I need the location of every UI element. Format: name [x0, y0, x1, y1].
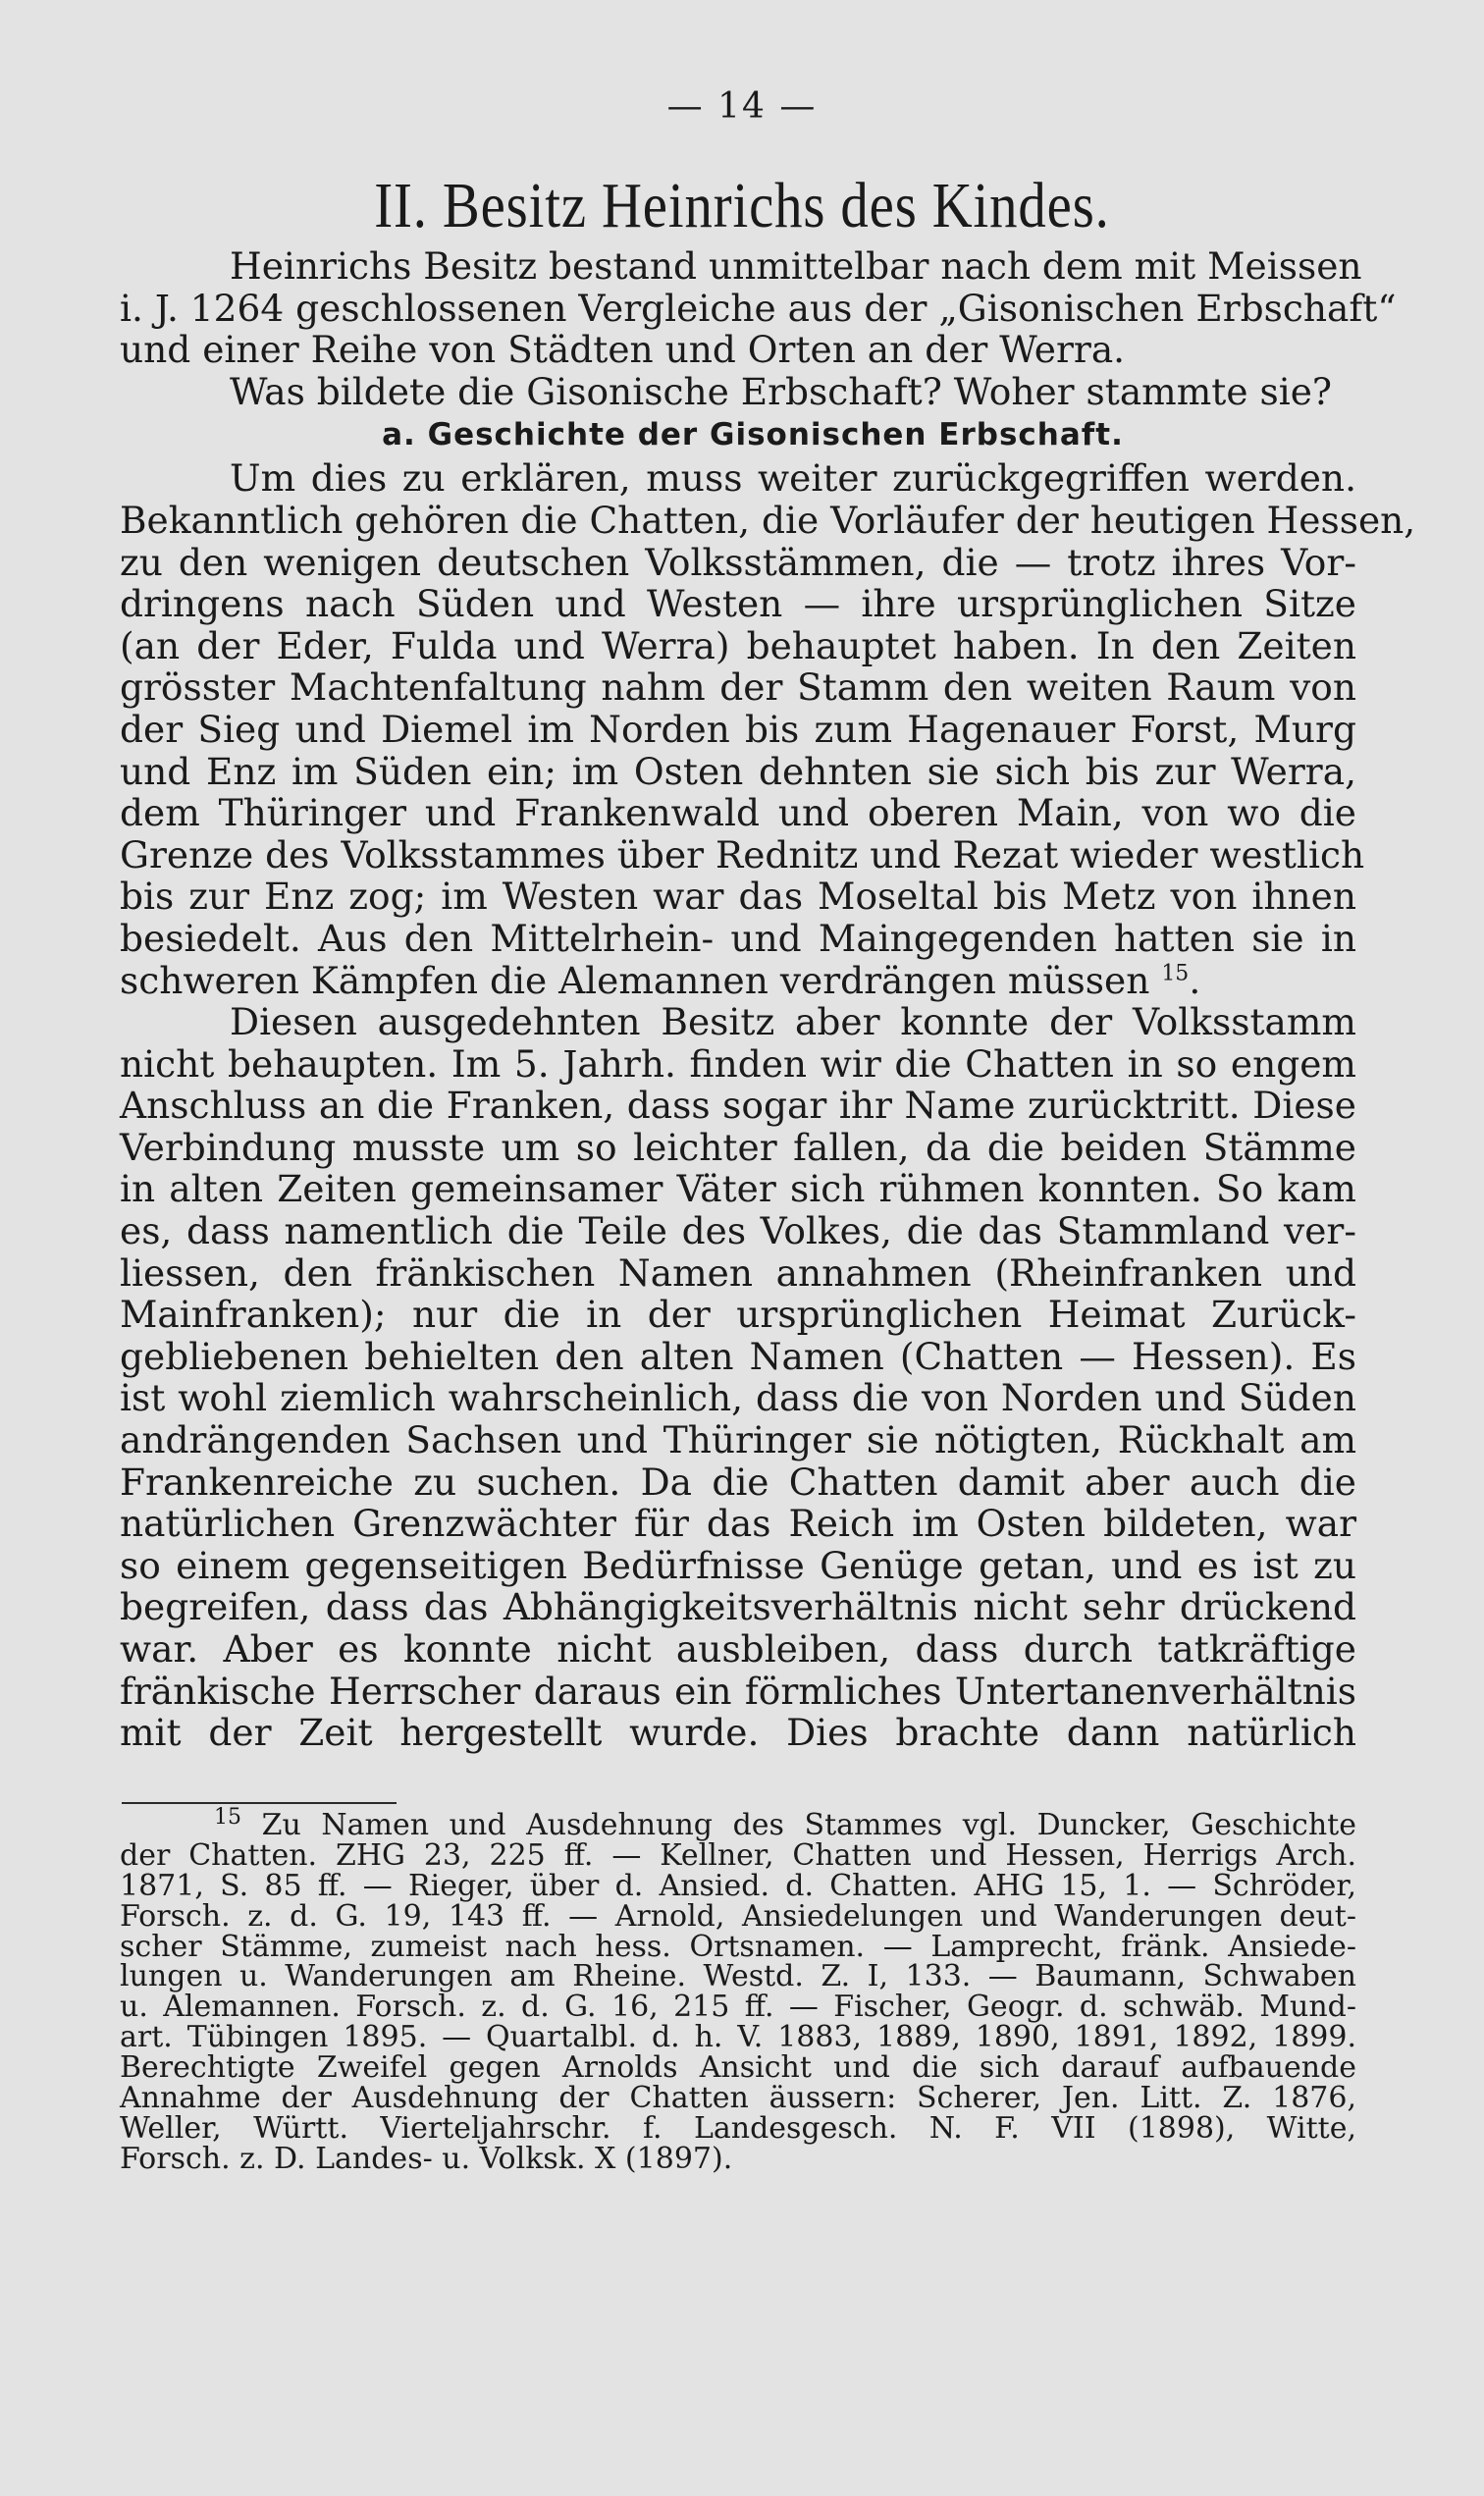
text-line: besiedelt. Aus den Mittelrhein- und Maingegenden hatten sie in	[120, 916, 1356, 960]
end-punctuation: .	[1189, 958, 1201, 1002]
text-line: gebliebenen behielten den alten Namen (Chatten — Hessen). Es	[120, 1334, 1356, 1378]
main-text	[120, 244, 1416, 1755]
footnote-marker: 15	[214, 1805, 241, 1830]
text-line: Bekanntlich gehören die Chatten, die Vorläufer der heutigen Hessen,	[120, 498, 1416, 542]
footnote-block	[120, 1805, 1356, 2176]
footnote-line: Forsch. z. d. G. 19, 143 ff. — Arnold, Ansiedelungen und Wanderungen deut-	[120, 1898, 1356, 1934]
text-line: nicht behaupten. Im 5. Jahrh. finden wir die Chatten in so engem	[120, 1041, 1356, 1086]
footnote-divider	[122, 1802, 397, 1804]
page-number: — 14 —	[666, 86, 818, 127]
text-line: grösster Machtenfaltung nahm der Stamm den weiten Raum von	[120, 665, 1356, 710]
text-line: und Enz im Süden ein; im Osten dehnten sie sich bis zur Werra,	[120, 749, 1356, 793]
text-line: Frankenreiche zu suchen. Da die Chatten damit aber auch die	[120, 1460, 1356, 1504]
text-line: und einer Reihe von Städten und Orten an der Werra.	[120, 328, 1126, 372]
footnote-line-with-marker	[120, 1805, 1356, 1842]
text-line: in alten Zeiten gemeinsamer Väter sich rühmen konnten. So kam	[120, 1167, 1356, 1211]
text-line: Um dies zu erklären, muss weiter zurückgegriffen werden.	[230, 456, 1356, 501]
footnote-line: 1871, S. 85 ff. — Rieger, über d. Ansied. d. Chatten. AHG 15, 1. — Schröder,	[120, 1868, 1356, 1903]
text-line: bis zur Enz zog; im Westen war das Moseltal bis Metz von ihnen	[120, 875, 1356, 919]
footnote-line: lungen u. Wanderungen am Rheine. Westd. Z. I, 133. — Baumann, Schwaben	[120, 1959, 1356, 1994]
text-line: ist wohl ziemlich wahrscheinlich, dass die von Norden und Süden	[120, 1376, 1356, 1420]
footnote-line: Annahme der Ausdehnung der Chatten äussern: Scherer, Jen. Litt. Z. 1876,	[120, 2081, 1356, 2116]
text-line: Grenze des Volksstammes über Rednitz und Rezat wieder westlich	[120, 832, 1365, 876]
footnote-line: der Chatten. ZHG 23, 225 ff. — Kellner, Chatten und Hessen, Herrigs Arch.	[120, 1837, 1356, 1873]
text-line: schweren Kämpfen die Alemannen verdrängen müssen	[120, 958, 1150, 1002]
text-line: natürlichen Grenzwächter für das Reich im Osten bildeten, war	[120, 1502, 1356, 1546]
text-line: Verbindung musste um so leichter fallen, da die beiden Stämme	[120, 1125, 1356, 1169]
text-line: der Sieg und Diemel im Norden bis zum Hagenauer Forst, Murg	[120, 707, 1356, 751]
text-line: (an der Eder, Fulda und Werra) behauptet haben. In den Zeiten	[120, 623, 1356, 667]
text-line: fränkische Herrscher daraus ein förmliches Untertanenverhältnis	[120, 1669, 1356, 1713]
footnote-line: scher Stämme, zumeist nach hess. Ortsnamen. — Lamprecht, fränk. Ansiede-	[120, 1929, 1356, 1964]
chapter-title: II. Besitz Heinrichs des Kindes.	[374, 170, 1110, 241]
footnote-line: Weller, Württ. Vierteljahrschr. f. Landesgesch. N. F. VII (1898), Witte,	[120, 2110, 1356, 2146]
text-line: Was bildete die Gisonische Erbschaft? Woher stammte sie?	[230, 369, 1333, 413]
text-line: andrängenden Sachsen und Thüringer sie nötigten, Rückhalt am	[120, 1418, 1356, 1462]
text-line: Diesen ausgedehnten Besitz aber konnte der Volksstamm	[230, 1000, 1356, 1044]
footnote-line: u. Alemannen. Forsch. z. d. G. 16, 215 ff. — Fischer, Geogr. d. schwäb. Mund-	[120, 1990, 1356, 2025]
text-line: Mainfranken); nur die in der ursprünglichen Heimat Zurück-	[120, 1293, 1356, 1337]
text-line: Heinrichs Besitz bestand unmittelbar nach dem mit Meissen	[230, 244, 1362, 288]
text-line: Anschluss an die Franken, dass sogar ihr Name zurücktritt. Diese	[120, 1084, 1356, 1128]
text-line: liessen, den fränkischen Namen annahmen (Rheinfranken und	[120, 1250, 1356, 1295]
text-line: war. Aber es konnte nicht ausbleiben, dass durch tatkräftige	[120, 1627, 1356, 1671]
footnote-line: Forsch. z. D. Landes- u. Volksk. X (1897).	[120, 2141, 733, 2176]
footnote-reference: 15	[1161, 961, 1190, 985]
text-line: dem Thüringer und Frankenwald und oberen Main, von wo die	[120, 791, 1356, 835]
text-line: begreifen, dass das Abhängigkeitsverhältnis nicht sehr drückend	[120, 1585, 1356, 1629]
text-line: mit der Zeit hergestellt wurde. Dies brachte dann natürlich	[120, 1711, 1356, 1755]
text-line: es, dass namentlich die Teile des Volkes, die das Stammland ver-	[120, 1209, 1356, 1253]
section-heading: a. Geschichte der Gisonischen Erbschaft.	[382, 417, 1124, 453]
text-line: zu den wenigen deutschen Volksstämmen, die — trotz ihres Vor-	[120, 540, 1356, 584]
text-line: so einem gegenseitigen Bedürfnisse Genüge getan, und es ist zu	[120, 1543, 1356, 1587]
text-line-with-footnote-ref	[120, 960, 1356, 1002]
text-line: i. J. 1264 geschlossenen Vergleiche aus der „Gisonischen Erbschaft“	[120, 286, 1397, 330]
footnote-line: Zu Namen und Ausdehnung des Stammes vgl. Duncker, Geschichte	[261, 1808, 1356, 1842]
text-line: dringens nach Süden und Westen — ihre ursprünglichen Sitze	[120, 582, 1356, 626]
footnote-line: Berechtigte Zweifel gegen Arnolds Ansicht und die sich darauf aufbauende	[120, 2050, 1356, 2086]
footnote-line: art. Tübingen 1895. — Quartalbl. d. h. V. 1883, 1889, 1890, 1891, 1892, 1899.	[120, 2020, 1356, 2055]
